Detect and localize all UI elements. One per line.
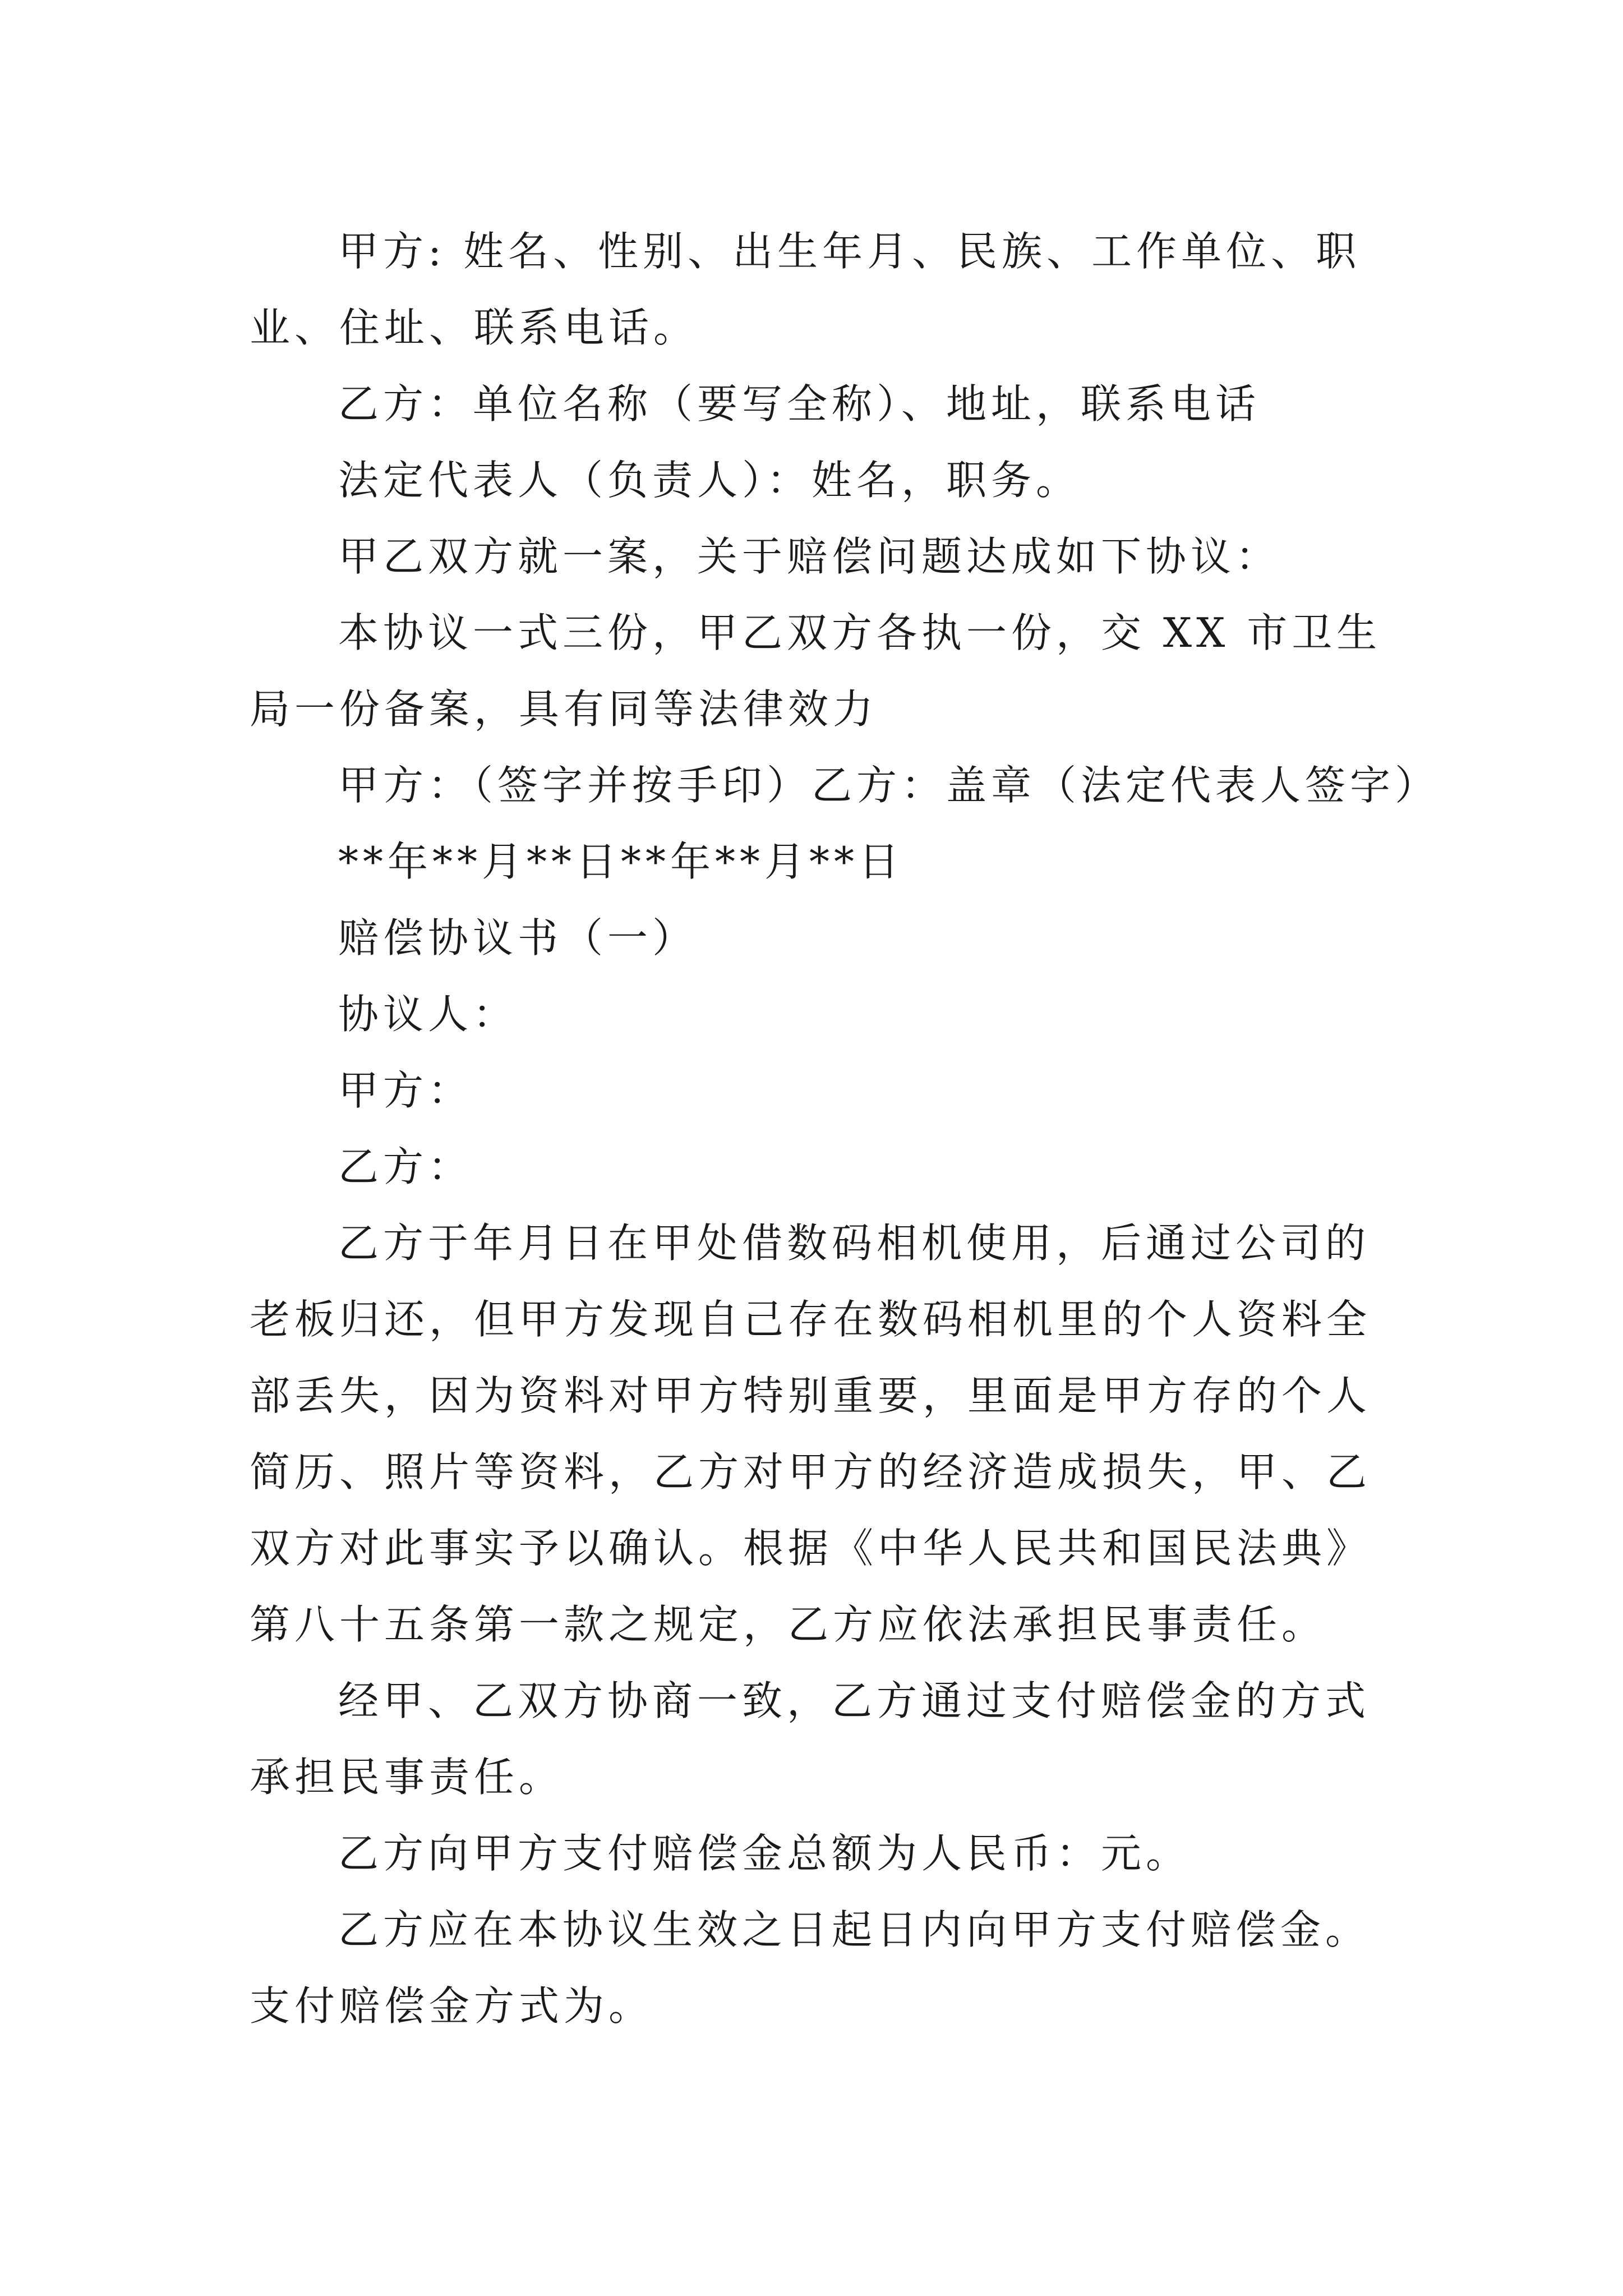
consensus-paragraph: 经甲、乙双方协商一致，乙方通过支付赔偿金的方式承担民事责任。 [250, 1677, 1371, 1801]
party-b-label: 乙方： [338, 1143, 473, 1190]
compensation-amount: 乙方向甲方支付赔偿金总额为人民币：元。 [338, 1830, 1191, 1877]
party-b-info: 乙方：单位名称（要写全称）、地址，联系电话 [338, 380, 1261, 427]
payment-terms: 乙方应在本协议生效之日起日内向甲方支付赔偿金。支付赔偿金方式为。 [250, 1906, 1371, 2030]
legal-representative: 法定代表人（负责人）：姓名，职务。 [338, 457, 1081, 504]
parties-label: 协议人： [338, 991, 518, 1038]
copies-clause: 本协议一式三份，甲乙双方各执一份，交 XX 市卫生局一份备案，具有同等法律效力 [250, 609, 1382, 733]
signature-line: 甲方：（签字并按手印）乙方：盖章（法定代表人签字） [338, 762, 1440, 809]
date-line: **年**月**日**年**月**日 [338, 838, 904, 885]
section-title: 赔偿协议书（一） [338, 914, 698, 961]
party-a-label: 甲方： [338, 1067, 473, 1114]
agreement-intro: 甲乙双方就一案，关于赔偿问题达成如下协议： [338, 533, 1281, 580]
party-a-info: 甲方: 姓名、性别、出生年月、民族、工作单位、职业、住址、联系电话。 [250, 228, 1361, 351]
facts-paragraph: 乙方于年月日在甲处借数码相机使用，后通过公司的老板归还，但甲方发现自己存在数码相机里的个人资料全部丢失，因为资料对甲方特别重要，里面是甲方存的个人简历、照片等资料，乙方对甲方的经济造成损失，甲、乙双方对此事实予以确认。根据《中华人民共和国民法典》第八十五条第一款之规定，乙方应依法承担民事责任。 [250, 1220, 1372, 1648]
document-body [250, 213, 1440, 2044]
